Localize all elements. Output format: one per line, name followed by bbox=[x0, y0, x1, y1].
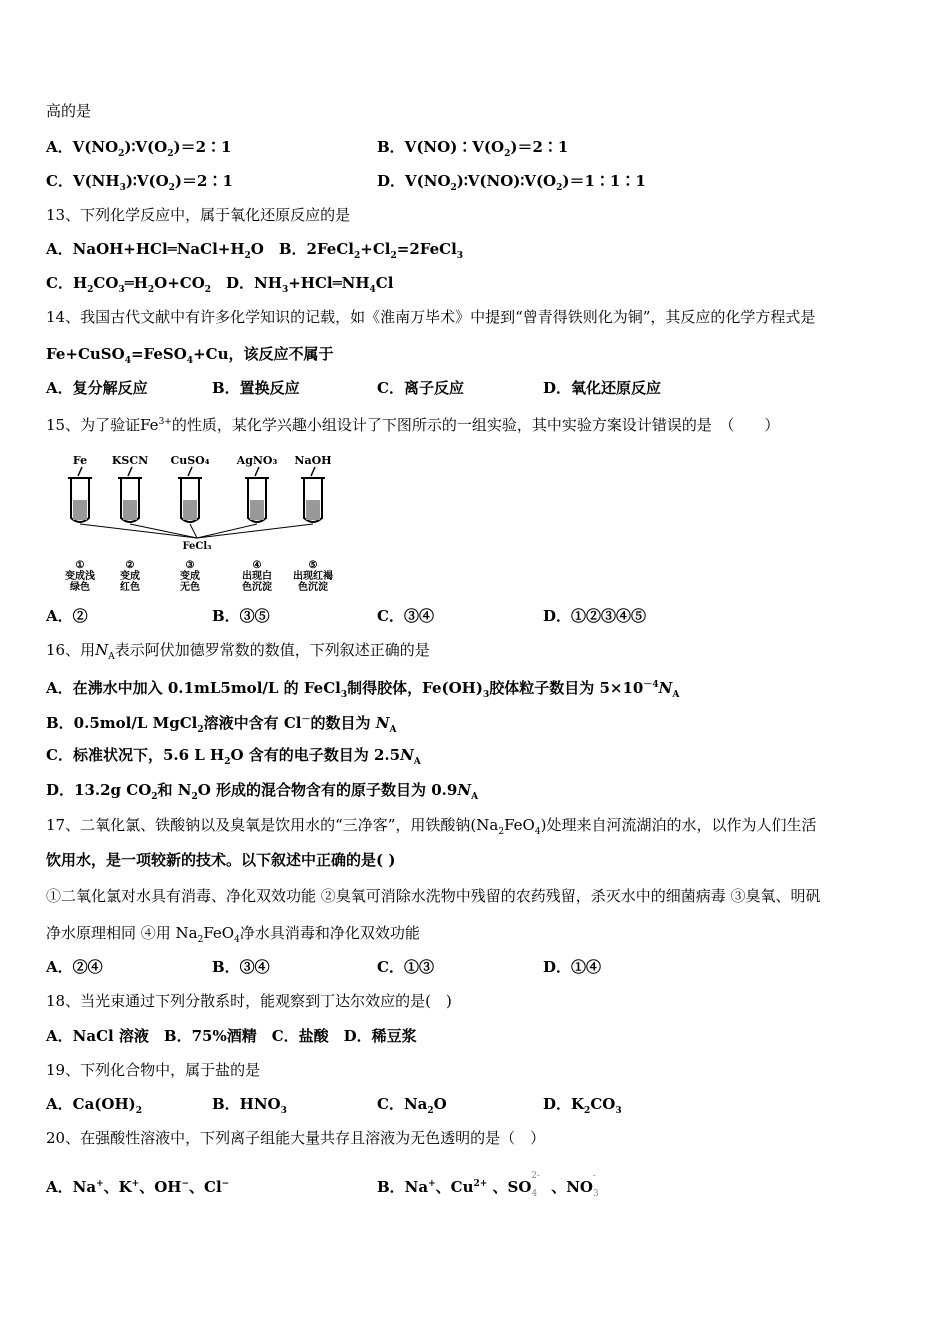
q19-option-d: D．$K_2CO_3$ bbox=[543, 1095, 622, 1116]
solution-icon bbox=[183, 500, 197, 520]
q17-stem: 17、二氧化氯、铁酸钠以及臭氧是饮用水的“三净客”，用铁酸钠$(Na_2FeO_4)$处理来自河流湖泊的水，以作为人们生活 bbox=[46, 816, 817, 837]
q20-stem: 20、在强酸性溶液中，下列离子组能大量共存且溶液为无色透明的是（ ） bbox=[46, 1129, 546, 1147]
q17-option-b: B．③④ bbox=[212, 958, 270, 976]
q15-option-c: C．③④ bbox=[377, 607, 434, 625]
arrow-icon bbox=[255, 467, 259, 476]
result-label: ① bbox=[75, 560, 85, 571]
result-label: 绿色 bbox=[70, 582, 90, 592]
q14-option-a: A．复分解反应 bbox=[46, 379, 148, 397]
q20-option-b: B．Na+、$Cu^{2+}$ 、$SO_4^{2-}$ 、$NO_3^-$ bbox=[377, 1171, 599, 1199]
q17-statements-2: 净水原理相同 ④用 $Na_2FeO_4$净水具消毒和净化双效功能 bbox=[46, 924, 420, 945]
q14-option-c: C．离子反应 bbox=[377, 379, 464, 397]
q19-option-b: B．$HNO_3$ bbox=[212, 1095, 287, 1116]
arrow-icon bbox=[188, 467, 192, 476]
q12-option-c: C．$V(NH_3)∶V(O_2)=2∶1$ bbox=[46, 172, 233, 193]
q19-option-c: C．$Na_2O$ bbox=[377, 1095, 447, 1116]
solution-icon bbox=[306, 500, 320, 520]
q17-option-a: A．②④ bbox=[46, 958, 103, 976]
q17-stem-2: 饮用水，是一项较新的技术。以下叙述中正确的是( ) bbox=[46, 851, 396, 869]
solution-icon bbox=[250, 500, 264, 520]
reagent-label: CuSO₄ bbox=[170, 454, 210, 467]
result-label: 出现白 bbox=[242, 571, 272, 582]
connector-line bbox=[197, 524, 313, 538]
q12-option-a: A．$V(NO_2)∶V(O_2)=2∶1$ bbox=[46, 138, 232, 159]
result-label: ⑤ bbox=[308, 560, 318, 571]
q18-options: A．NaCl 溶液 B．75%酒精 C．盐酸 D．稀豆浆 bbox=[46, 1027, 417, 1045]
result-label: ② bbox=[125, 560, 135, 571]
q12-option-d: D．$V(NO_2)∶V(NO)∶V(O_2)=1∶1∶1$ bbox=[377, 172, 646, 193]
q16-option-a: A．在沸水中加入 0.1mL5mol/L 的 FeCl$_3$制得胶体，$Fe(OH)_3$胶体粒子数目为 $5\times 10^{-4}N_A$ bbox=[46, 679, 680, 700]
arrow-icon bbox=[311, 467, 315, 476]
q13-options-ab: A．$NaOH+HCl═NaCl+H_2O$ B．$2FeCl_2+Cl_2=2FeCl_3$ bbox=[46, 240, 464, 261]
fecl3-label: FeCl₃ bbox=[182, 541, 212, 552]
result-label: 变成浅 bbox=[65, 571, 95, 582]
arrow-icon bbox=[78, 467, 82, 476]
result-label: ③ bbox=[185, 560, 195, 571]
q17-option-c: C．①③ bbox=[377, 958, 434, 976]
q12-option-b: B．$V(NO)∶V(O_2)=2∶1$ bbox=[377, 138, 569, 159]
reagent-label: KSCN bbox=[111, 454, 149, 467]
result-label: 变成 bbox=[120, 571, 140, 582]
q16-option-b: B．0.5mol/L MgCl$_2$溶液中含有 Cl－的数目为 $N_A$ bbox=[46, 714, 397, 735]
q19-option-a: A．$Ca(OH)_2$ bbox=[46, 1095, 142, 1116]
q14-option-b: B．置换反应 bbox=[212, 379, 300, 397]
q13-stem: 13、下列化学反应中，属于氧化还原反应的是 bbox=[46, 206, 351, 224]
result-label: 变成 bbox=[180, 571, 200, 582]
q14-option-d: D．氧化还原反应 bbox=[543, 379, 662, 397]
test-tube-figure bbox=[50, 452, 350, 592]
q15-option-a: A．② bbox=[46, 607, 88, 625]
solution-icon bbox=[73, 500, 87, 520]
result-label: ④ bbox=[252, 560, 262, 571]
connector-line bbox=[190, 524, 197, 538]
q17-statements: ①二氧化氯对水具有消毒、净化双效功能 ②臭氧可消除水洗物中残留的农药残留，杀灭水中的细菌病毒 ③臭氧、明矾 bbox=[46, 887, 821, 905]
q16-option-d: D．13.2g $CO_2$和 $N_2O$ 形成的混合物含有的原子数目为 $0.9N_A$ bbox=[46, 781, 479, 802]
q14-stem: 14、我国古代文献中有许多化学知识的记载，如《淮南万毕术》中提到“曾青得铁则化为铜”，其反应的化学方程式是 bbox=[46, 308, 816, 326]
result-label: 色沉淀 bbox=[242, 582, 272, 592]
q16-stem: 16、用$N_A$表示阿伏加德罗常数的数值，下列叙述正确的是 bbox=[46, 641, 430, 662]
result-label: 红色 bbox=[120, 582, 140, 592]
q16-option-c: C．标准状况下，5.6 L $H_2O$ 含有的电子数目为 $2.5N_A$ bbox=[46, 746, 421, 767]
result-label: 无色 bbox=[180, 582, 200, 592]
q15-option-d: D．①②③④⑤ bbox=[543, 607, 647, 625]
reagent-label: Fe bbox=[72, 454, 88, 467]
reagent-label: AgNO₃ bbox=[236, 454, 278, 467]
q15-option-b: B．③⑤ bbox=[212, 607, 270, 625]
solution-icon bbox=[123, 500, 137, 520]
q15-stem: 15、为了验证$Fe^{3+}$的性质，某化学兴趣小组设计了下图所示的一组实验，其中实验方案设计错误的是 （ ） bbox=[46, 416, 780, 434]
reagent-label: NaOH bbox=[294, 454, 332, 467]
connector-line bbox=[197, 524, 257, 538]
q14-stem-2: Fe+CuSO$_4$=FeSO$_4$+Cu，该反应不属于 bbox=[46, 345, 334, 366]
result-label: 出现红褐 bbox=[293, 571, 333, 582]
q12-tail: 高的是 bbox=[46, 102, 92, 120]
q20-option-a: A．Na+、K+、OH−、Cl− bbox=[46, 1178, 230, 1196]
arrow-icon bbox=[128, 467, 132, 476]
result-label: 色沉淀 bbox=[298, 582, 328, 592]
q18-stem: 18、当光束通过下列分散系时，能观察到丁达尔效应的是( ) bbox=[46, 992, 452, 1010]
q13-options-cd: C．$H_2CO_3═H_2O+CO_2$ D．$NH_3+HCl═NH_4Cl$ bbox=[46, 274, 394, 295]
q19-stem: 19、下列化合物中，属于盐的是 bbox=[46, 1061, 261, 1079]
q17-option-d: D．①④ bbox=[543, 958, 602, 976]
